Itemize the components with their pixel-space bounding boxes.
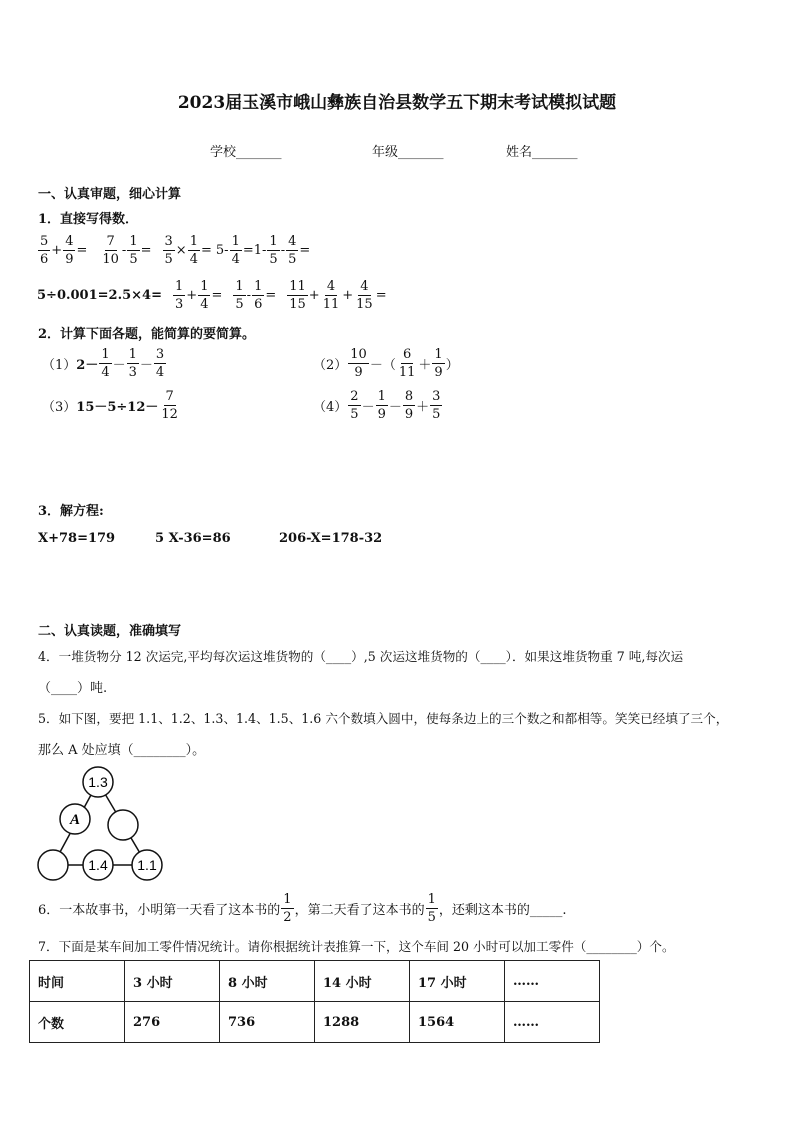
q3-label: 3．解方程: — [38, 504, 104, 519]
q5-line2: 那么 A 处应填（________）。 — [38, 743, 206, 758]
q6: 6．一本故事书，小明第一天看了这本书的 $\frac{1}{2}$ ，第二天看了这本书的 $\frac{1}{5}$ ，还剩这本书的_____. — [38, 892, 567, 925]
q3-eq-3: 206-X=178-32 — [279, 531, 383, 546]
school-field: 学校_______ — [210, 145, 282, 160]
section1-heading: 一、认真审题，细心计算 — [38, 187, 182, 202]
fraction: $\frac{4}{15}$ — [356, 279, 373, 312]
table-cell: …… — [505, 961, 600, 1002]
table-cell: 个数 — [30, 1002, 125, 1043]
q4-line1: 4．一堆货物分 12 次运完,平均每次运这堆货物的（____）,5 次运这堆货物的（____）．如果这堆货物重 7 吨,每次运 — [38, 649, 684, 664]
q2-problem-3: （3） 15－5÷12－ $\frac{7}{12}$ — [42, 389, 178, 422]
fraction: $\frac{1}{5}$ — [269, 234, 278, 267]
table-cell: 3 小时 — [125, 961, 220, 1002]
label-top: 1.3 — [88, 774, 108, 790]
q1-row1: $\frac{5}{6}$ + $\frac{4}{9}$ = $\frac{7}{10}$ - $\frac{1}{5}$ = $\frac{3}{5}$ × $\frac{1}{4}$ = 5- $\frac{1}{4}$ = 1- $\frac{1}{5}$ - $\frac{4}{5}$ = — [40, 234, 311, 267]
q2-problem-4: （4） $\frac{2}{5}$ － $\frac{1}{9}$ － $\frac{8}{9}$ ＋ $\frac{3}{5}$ — [313, 389, 441, 422]
triangle-diagram — [34, 765, 166, 885]
table-cell: …… — [505, 1002, 600, 1043]
table-cell: 14 小时 — [315, 961, 410, 1002]
circle-bottom-left — [38, 850, 68, 880]
label-bottom-right: 1.1 — [137, 857, 157, 873]
fraction: $\frac{4}{5}$ — [288, 234, 297, 267]
q7-table — [29, 960, 600, 1043]
q5-line1: 5．如下图，要把 1.1、1.2、1.3、1.4、1.5、1.6 六个数填入圆中，使每条边上的三个数之和都相等。笑笑已经填了三个， — [38, 711, 729, 726]
fraction: $\frac{1}{5}$ — [129, 234, 138, 267]
q2-problem-2: （2） $\frac{10}{9}$ － （ $\frac{6}{11}$ ＋ $\frac{1}{9}$ ） — [313, 347, 459, 380]
q3-eq-1: X+78=179 — [38, 531, 116, 546]
fraction: $\frac{3}{5}$ — [164, 234, 173, 267]
fraction: $\frac{4}{11}$ — [322, 279, 340, 312]
fraction: $\frac{5}{6}$ — [40, 234, 49, 267]
table-cell: 1564 — [410, 1002, 505, 1043]
table-cell: 736 — [220, 1002, 315, 1043]
fraction: $\frac{1}{6}$ — [254, 279, 263, 312]
table-cell: 17 小时 — [410, 961, 505, 1002]
fraction: $\frac{1}{4}$ — [200, 279, 209, 312]
table-cell: 276 — [125, 1002, 220, 1043]
label-bottom-mid: 1.4 — [88, 857, 108, 873]
section2-heading: 二、认真读题，准确填写 — [38, 624, 182, 639]
q1-row2: 5÷0.001= 2.5×4= $\frac{1}{3}$ + $\frac{1}{4}$ = $\frac{1}{5}$ - $\frac{1}{6}$ = $\frac{11}{15}$ + $\frac{4}{11}$ + $\frac{4}{15}$ = — [37, 279, 387, 312]
q4-line2: （____）吨. — [38, 681, 108, 696]
page-title: 2023届玉溪市峨山彝族自治县数学五下期末考试模拟试题 — [177, 93, 617, 113]
table-cell: 1288 — [315, 1002, 410, 1043]
name-field: 姓名_______ — [506, 145, 578, 160]
fraction: $\frac{7}{10}$ — [102, 234, 119, 267]
table-row — [30, 1002, 600, 1043]
table-cell: 时间 — [30, 961, 125, 1002]
fraction: $\frac{1}{4}$ — [231, 234, 240, 267]
q2-problem-1: （1） 2－ $\frac{1}{4}$ － $\frac{1}{3}$ － $\frac{3}{4}$ — [42, 347, 165, 380]
table-cell: 8 小时 — [220, 961, 315, 1002]
table-row — [30, 961, 600, 1002]
q3-eq-2: 5 X-36=86 — [155, 531, 231, 546]
grade-field: 年级_______ — [372, 145, 444, 160]
q2-label: 2．计算下面各题，能简算的要简算。 — [38, 327, 256, 342]
fraction: $\frac{1}{5}$ — [235, 279, 244, 312]
q7-text: 7．下面是某车间加工零件情况统计。请你根据统计表推算一下，这个车间 20 小时可以加工零件（________）个。 — [38, 939, 675, 954]
circle-right-mid — [108, 810, 138, 840]
fraction: $\frac{11}{15}$ — [289, 279, 306, 312]
fraction: $\frac{1}{3}$ — [175, 279, 184, 312]
label-a: A — [69, 812, 81, 828]
fraction: $\frac{1}{4}$ — [189, 234, 198, 267]
q1-label: 1．直接写得数． — [38, 212, 139, 227]
fraction: $\frac{4}{9}$ — [65, 234, 74, 267]
